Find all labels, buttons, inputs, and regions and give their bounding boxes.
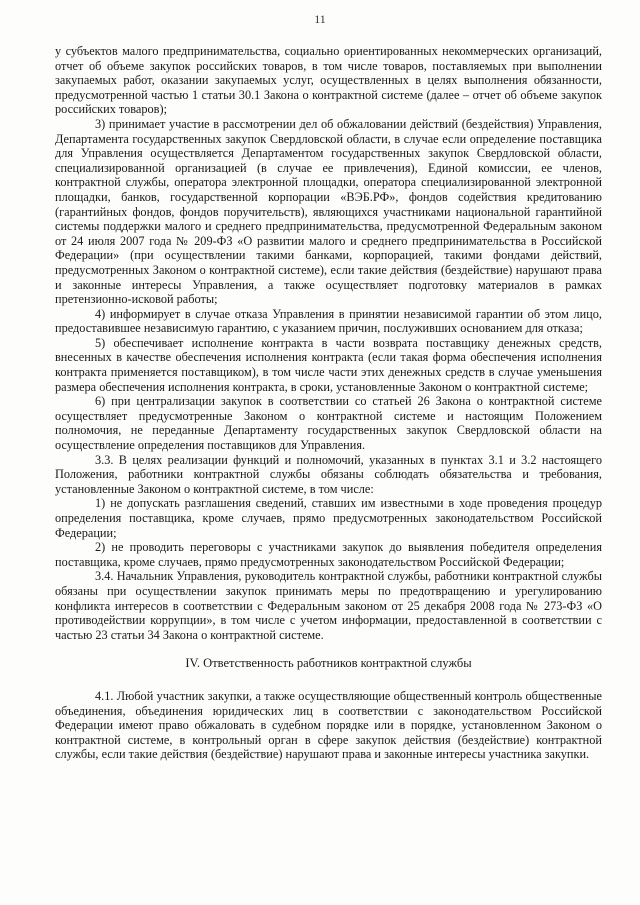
paragraph-3-4: 3.4. Начальник Управления, руководитель контрактной службы, работники контрактной службы обязаны при осуществлении закупок принимать меры по предотвращению и урегулированию конфликта интересов в соответствии с Федеральным законом от 25 декабря 2008 года № 273-ФЗ «О противодействии коррупции», в том числе с учетом информации, предоставленной в соответствии с частью 23 статьи 34 Закона о контрактной системе. — [55, 569, 602, 642]
page-number: 11 — [314, 12, 326, 26]
paragraph-item-6: 6) при централизации закупок в соответствии со статьей 26 Закона о контрактной системе осуществляет предусмотренные Законом о контрактной системе и настоящим Положением полномочия, не переданные Департаменту государственных закупок Свердловской области на осуществление определения поставщиков для Управления. — [55, 394, 602, 453]
paragraph-3-3-item-2: 2) не проводить переговоры с участниками закупок до выявления победителя определения поставщика, кроме случаев, прямо предусмотренных законодательством Российской Федерации; — [55, 540, 602, 569]
paragraph-4-1: 4.1. Любой участник закупки, а также осуществляющие общественный контроль общественные объединения, объединения юридических лиц в соответствии с законодательством Российской Федерации имеют право обжаловать в судебном порядке или в порядке, установленном Законом о контрактной системе, в контрольный орган в сфере закупок действия (бездействие) контрактной службы, если такие действия (бездействие) нарушают права и законные интересы участника закупки. — [55, 688, 602, 762]
paragraph-item-5: 5) обеспечивает исполнение контракта в части возврата поставщику денежных средств, внесенных в качестве обеспечения исполнения контракта (если такая форма обеспечения исполнения контракта применяется поставщиком), в том числе части этих денежных средств в случае уменьшения размера обеспечения исполнения контракта, в сроки, установленные Законом о контрактной системе; — [55, 335, 602, 394]
paragraph-item-4: 4) информирует в случае отказа Управления в принятии независимой гарантии об этом лицо, предоставившее независимую гарантию, с указанием причин, послуживших основанием для отказа; — [55, 306, 602, 336]
section-title: IV. Ответственность работников контрактной службы — [185, 656, 472, 671]
paragraph-continuation: у субъектов малого предпринимательства, социально ориентированных некоммерческих организаций, отчет об объеме закупок российских товаров, в том числе товаров, поставляемых при выполнении закупаемых работ, оказании закупаемых услуг, осуществленных в целях выполнения обязанности, предусмотренной частью 1 статьи 30.1 Закона о контрактной системе (далее – отчет об объеме закупок российских товаров); — [55, 44, 602, 117]
paragraph-3-3: 3.3. В целях реализации функций и полномочий, указанных в пунктах 3.1 и 3.2 настоящего Положения, работники контрактной службы обязаны соблюдать обязательства и требования, установленные Законом о контрактной системе, в том числе: — [55, 452, 602, 496]
document-body — [55, 44, 602, 762]
paragraph-3-3-item-1: 1) не допускать разглашения сведений, ставших им известными в ходе проведения процедур определения поставщика, кроме случаев, прямо предусмотренных законодательством Российской Федерации; — [55, 496, 602, 540]
paragraph-item-3: 3) принимает участие в рассмотрении дел об обжаловании действий (бездействия) Управления, Департамента государственных закупок Свердловской области, в случае если определение поставщика для Управления осуществляется Департаментом государственных закупок Свердловской области, специализированной организацией (в случае ее привлечения), Единой комиссии, ее членов, контрактной службы, оператора электронной площадки, оператора специализированной электронной площадки, банков, государственной корпорации «ВЭБ.РФ», фондов содействия кредитованию (гарантийных фондов, фондов поручительств), являющихся участниками национальной гарантийной системы поддержки малого и среднего предпринимательства, предусмотренной Федеральным законом от 24 июля 2007 года № 209-ФЗ «О развитии малого и среднего предпринимательства в Российской Федерации» (при осуществлении такими банками, корпорацией, такими фондами действий, предусмотренных Законом о контрактной системе), если такие действия (бездействие) нарушают права и законные интересы Управления, а также осуществляет подготовку материалов в рамках претензионно-исковой работы; — [55, 116, 602, 307]
